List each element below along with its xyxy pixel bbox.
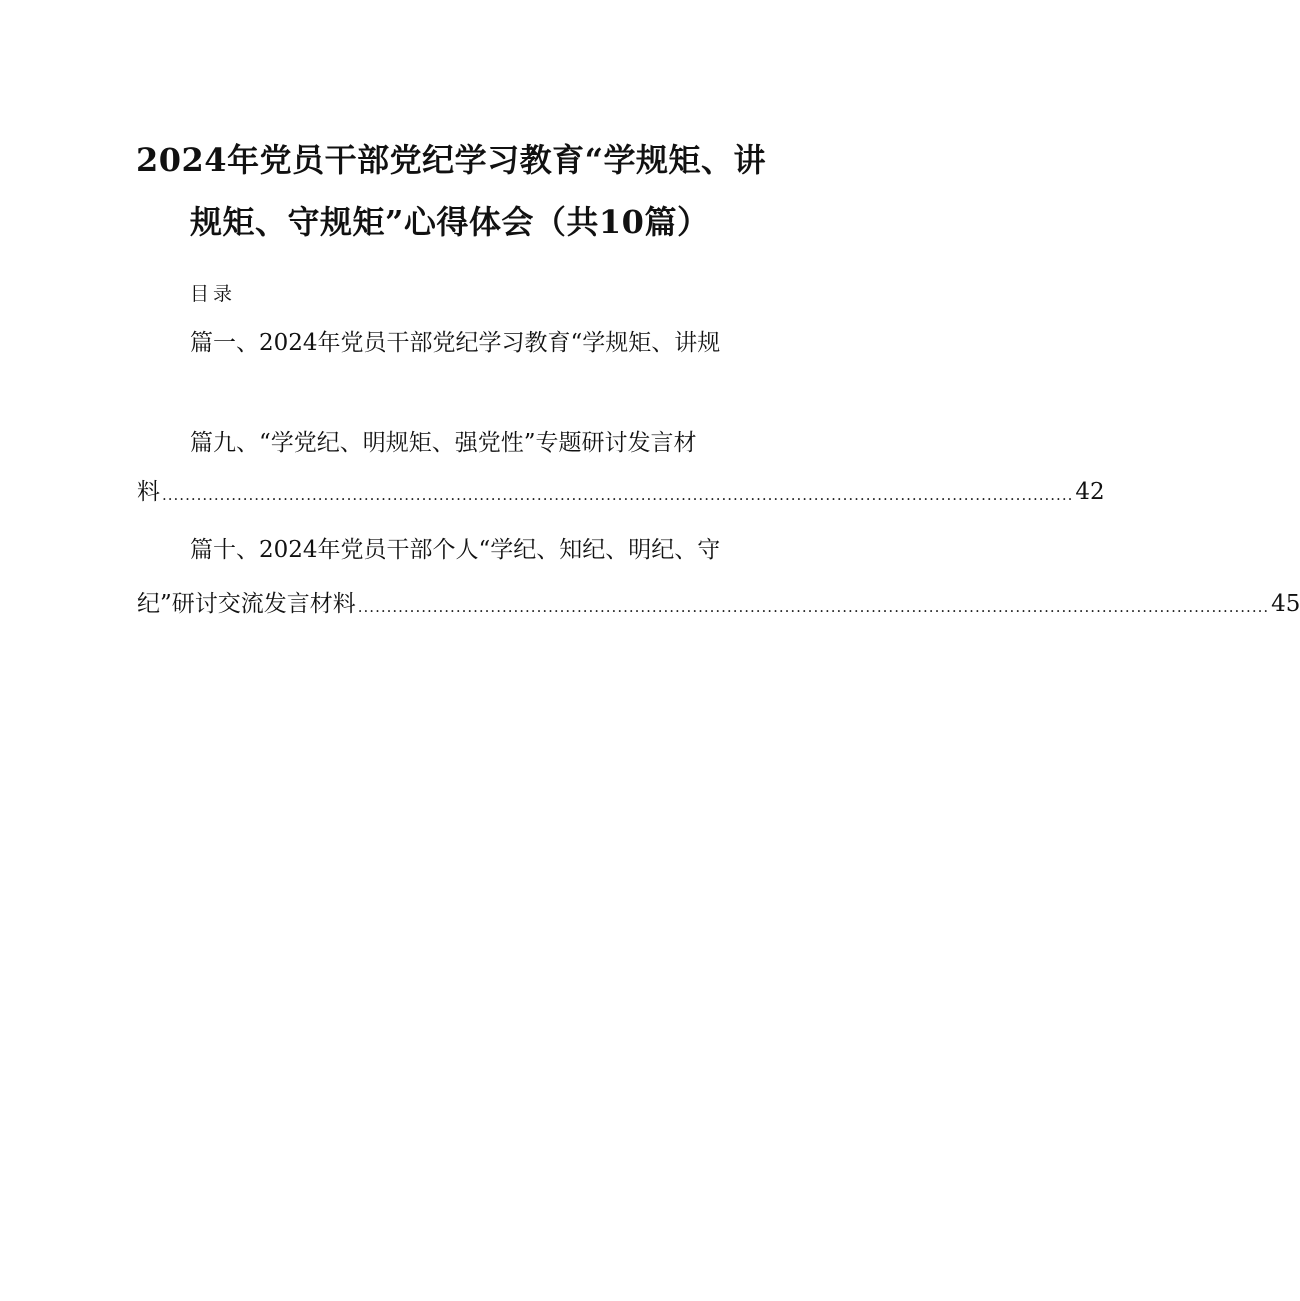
toc-entry-10-page: 45	[1271, 591, 1300, 617]
toc-entry-10-title[interactable]: 篇十、2024年党员干部个人“学纪、知纪、明纪、守	[190, 537, 721, 563]
toc-entry-9-continuation[interactable]	[137, 476, 1105, 508]
toc-entry-9-title-end: 料	[137, 479, 160, 505]
toc-leader-dots: ..............................................................................................................................................................	[162, 486, 1074, 504]
toc-entry-9-page: 42	[1075, 479, 1105, 505]
document-title-line-1: 2024年党员干部党纪学习教育“学规矩、讲	[136, 141, 766, 179]
document-title-line-2: 规矩、守规矩”心得体会（共10篇）	[190, 203, 710, 241]
toc-entry-10-title-end: 纪”研讨交流发言材料	[137, 591, 356, 617]
toc-entry-1-title[interactable]: 篇一、2024年党员干部党纪学习教育“学规矩、讲规	[190, 330, 721, 356]
toc-entry-10-continuation[interactable]	[137, 588, 1300, 620]
toc-heading: 目录	[190, 283, 237, 305]
toc-entry-9-title[interactable]: 篇九、“学党纪、明规矩、强党性”专题研讨发言材	[190, 430, 697, 456]
toc-leader-dots: ..............................................................................................................................................................	[357, 598, 1270, 616]
